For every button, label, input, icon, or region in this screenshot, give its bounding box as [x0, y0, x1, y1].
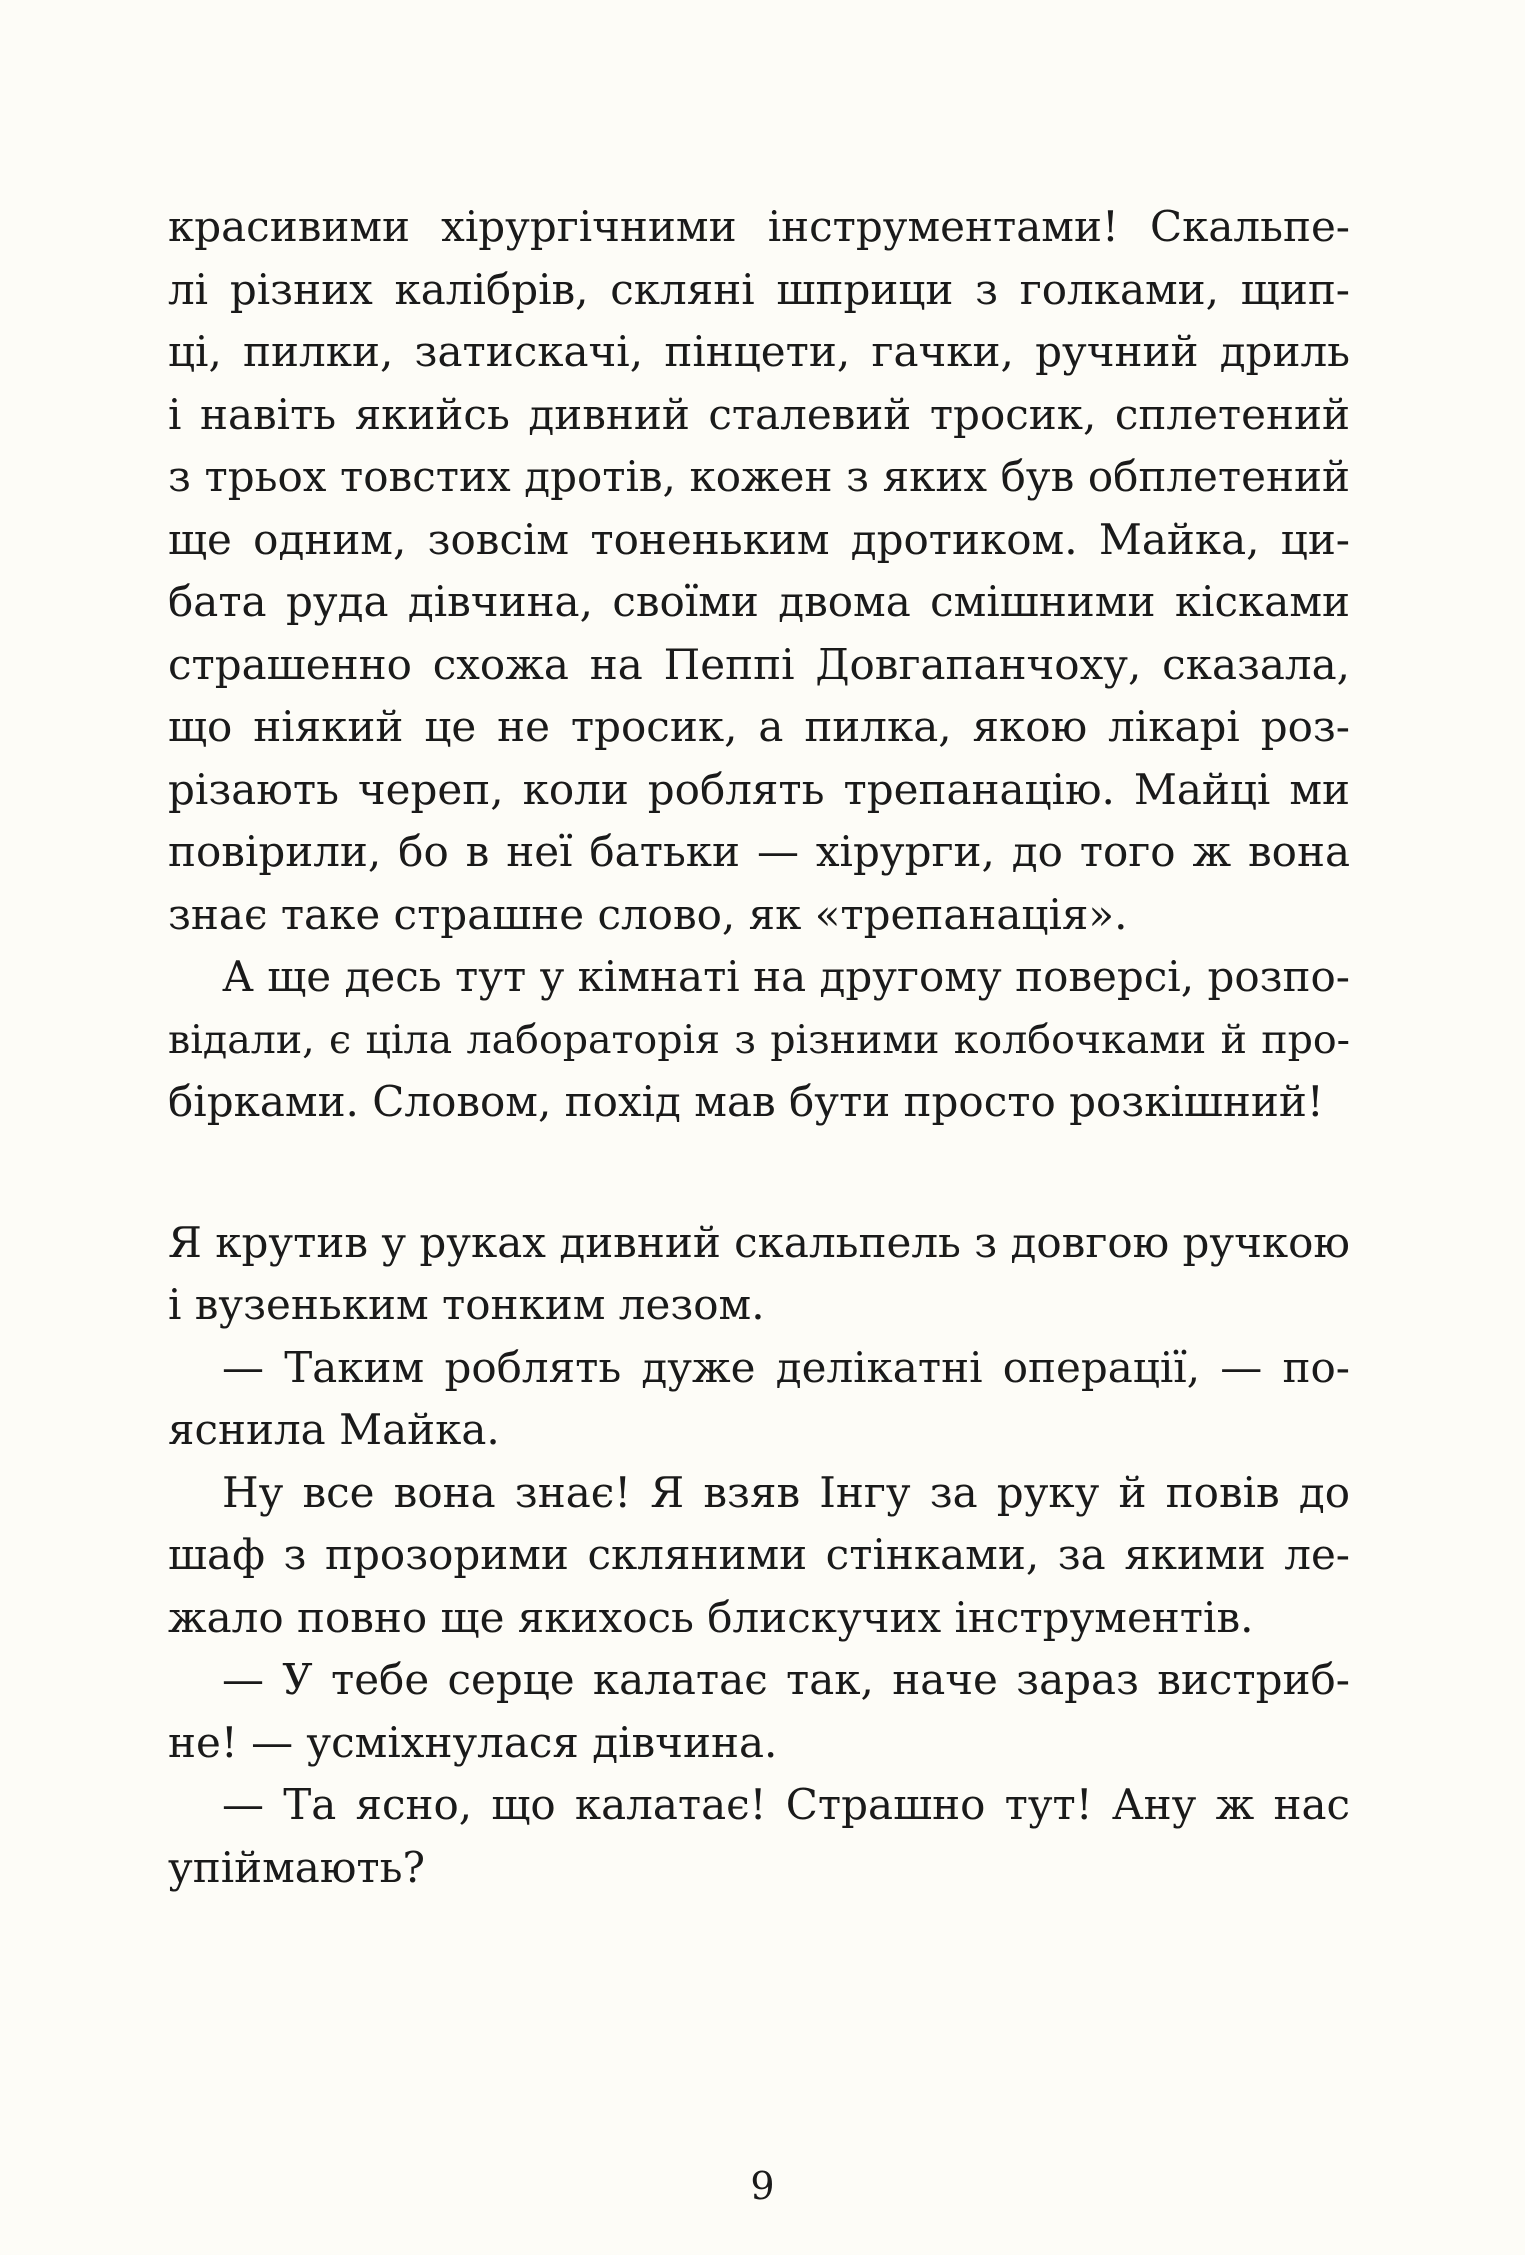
text-line: страшенно схожа на Пеппі Довгапанчоху, сказала, — [168, 639, 1350, 689]
text-line: жало повно ще якихось блискучих інструментів. — [168, 1592, 1254, 1642]
text-line: повірили, бо в неї батьки — хірурги, до того ж вона — [168, 827, 1350, 876]
section-break — [168, 1134, 1350, 1212]
paragraph — [168, 1212, 1350, 1337]
page-body — [168, 196, 1350, 1899]
text-line: — Та ясно, що калатає! Страшно тут! Ану ж нас — [222, 1780, 1350, 1829]
text-line: красивими хірургічними інструментами! Скальпе- — [168, 202, 1350, 251]
paragraph — [168, 946, 1350, 1134]
text-line: і вузеньким тонким лезом. — [168, 1280, 765, 1329]
text-line: не! — усміхнулася дівчина. — [168, 1717, 778, 1767]
text-line: знає таке страшне слово, як «трепанація». — [168, 889, 1128, 939]
text-line: — Таким роблять дуже делікатні операції, — по- — [222, 1342, 1350, 1392]
paragraph — [168, 1462, 1350, 1650]
text-line: ще одним, зовсім тоненьким дротиком. Майка, ци- — [168, 514, 1350, 564]
page-number: 9 — [750, 2164, 775, 2208]
text-line: упіймають? — [168, 1842, 426, 1892]
text-line: Я крутив у руках дивний скальпель з довгою ручкою — [168, 1217, 1350, 1267]
text-line: з трьох товстих дротів, кожен з яких був обплетений — [168, 452, 1350, 501]
paragraph — [168, 1649, 1350, 1774]
text-line: Ну все вона знає! Я взяв Інгу за руку й повів до — [222, 1467, 1350, 1517]
text-line: відали, є ціла лабораторія з різними колбочками й про- — [168, 1016, 1350, 1063]
paragraph — [168, 1774, 1350, 1899]
paragraph — [168, 196, 1350, 946]
text-line: бірками. Словом, похід мав бути просто розкішний! — [168, 1077, 1324, 1126]
text-line: лі різних калібрів, скляні шприци з голками, щип- — [168, 264, 1350, 314]
text-line: — У тебе серце калатає так, наче зараз вистриб- — [222, 1655, 1350, 1704]
text-line: різають череп, коли роблять трепанацію. Майці ми — [168, 764, 1350, 814]
text-line: А ще десь тут у кімнаті на другому поверсі, розпо- — [222, 952, 1350, 1001]
text-line: що ніякий це не тросик, а пилка, якою лікарі роз- — [168, 702, 1350, 751]
text-line: ці, пилки, затискачі, пінцети, гачки, ручний дриль — [168, 327, 1350, 376]
text-line: шаф з прозорими скляними стінками, за якими ле- — [168, 1530, 1350, 1579]
text-line: бата руда дівчина, своїми двома смішними кісками — [168, 577, 1350, 626]
paragraph — [168, 1337, 1350, 1462]
text-line: яснила Майка. — [168, 1405, 500, 1454]
text-line: і навіть якийсь дивний сталевий тросик, сплетений — [168, 389, 1350, 439]
